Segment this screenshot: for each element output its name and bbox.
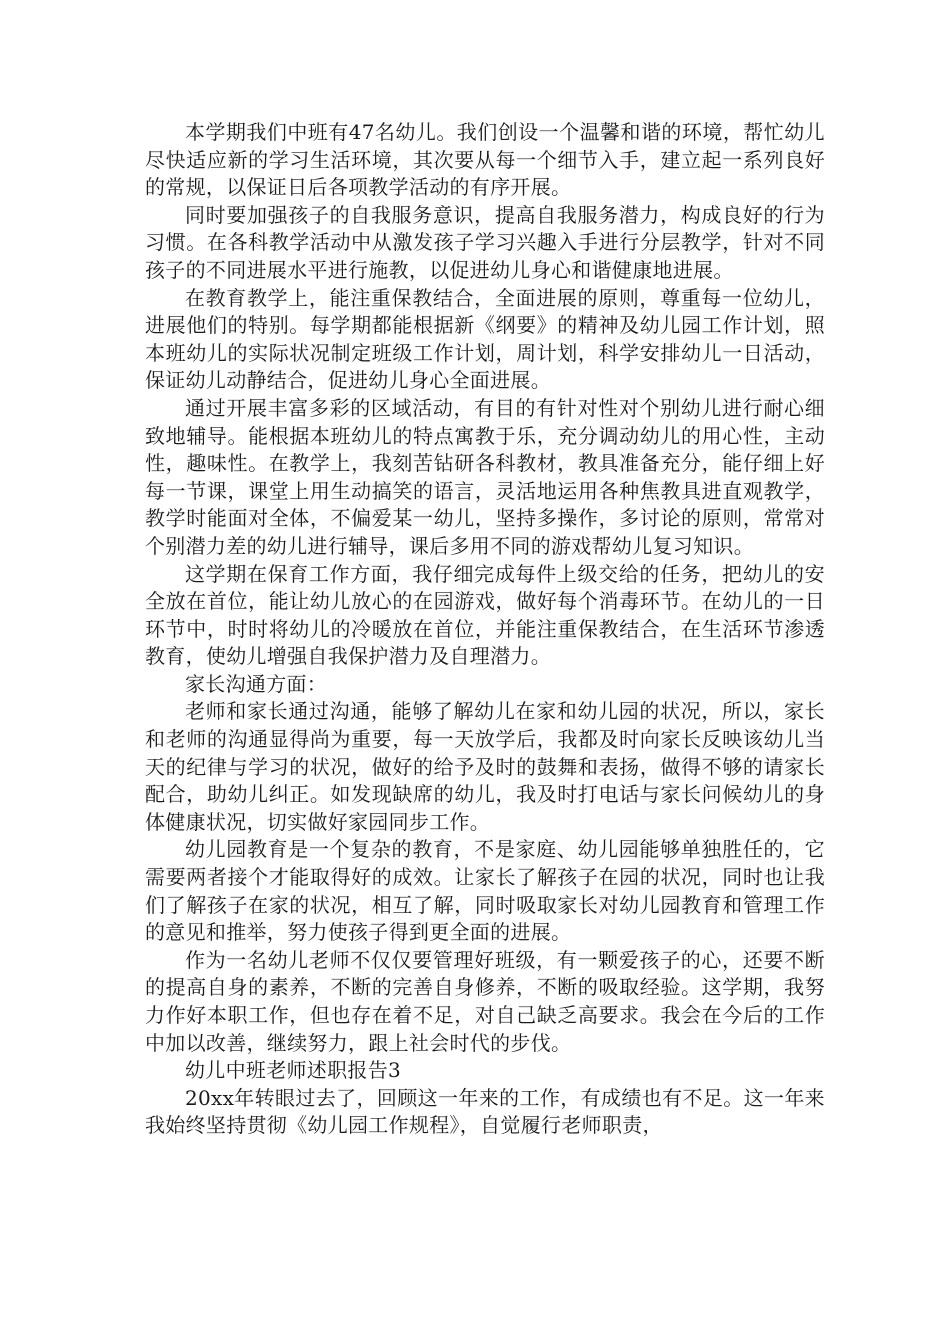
paragraph: 作为一名幼儿老师不仅仅要管理好班级，有一颗爱孩子的心，还要不断的提高自身的素养，不断的完善自身修养，不断的吸取经验。这学期，我努力作好本职工作，但也存在着不足，对自己缺乏高要求。我会在今后的工作中加以改善，继续努力，跟上社会时代的步伐。 [145, 947, 825, 1055]
document-body [145, 119, 825, 1140]
paragraph: 通过开展丰富多彩的区域活动，有目的有针对性对个别幼儿进行耐心细致地辅导。能根据本班幼儿的特点寓教于乐，充分调动幼儿的用心性，主动性，趣味性。在教学上，我刻苦钻研各科教材，教具准备充分，能仔细上好每一节课，课堂上用生动搞笑的语言，灵活地运用各种焦教具进直观教学，教学时能面对全体，不偏爱某一幼儿，坚持多操作，多讨论的原则，常常对个别潜力差的幼儿进行辅导，课后多用不同的游戏帮幼儿复习知识。 [145, 395, 825, 558]
report-title: 幼儿中班老师述职报告3 [185, 1058, 402, 1083]
paragraph: 这学期在保育工作方面，我仔细完成每件上级交给的任务，把幼儿的安全放在首位，能让幼儿放心的在园游戏，做好每个消毒环节。在幼儿的一日环节中，时时将幼儿的冷暖放在首位，并能注重保教结合，在生活环节渗透教育，使幼儿增强自我保护潜力及自理潜力。 [145, 561, 825, 669]
paragraph: 幼儿园教育是一个复杂的教育，不是家庭、幼儿园能够单独胜任的，它需要两者接个才能取得好的成效。让家长了解孩子在园的状况，同时也让我们了解孩子在家的状况，相互了解，同时吸取家长对幼儿园教育和管理工作的意见和推举，努力使孩子得到更全面的进展。 [145, 837, 825, 945]
paragraph: 本学期我们中班有47名幼儿。我们创设一个温馨和谐的环境，帮忙幼儿尽快适应新的学习生活环境，其次要从每一个细节入手，建立起一系列良好的常规，以保证日后各项教学活动的有序开展。 [145, 120, 825, 200]
paragraph: 20xx年转眼过去了，回顾这一年来的工作，有成绩也有不足。这一年来我始终坚持贯彻《幼儿园工作规程》，自觉履行老师职责， [145, 1085, 825, 1138]
paragraph: 老师和家长通过沟通，能够了解幼儿在家和幼儿园的状况，所以，家长和老师的沟通显得尚为重要，每一天放学后，我都及时向家长反映该幼儿当天的纪律与学习的状况，做好的给予及时的鼓舞和表扬，做得不够的请家长配合，助幼儿纠正。如发现缺席的幼儿，我及时打电话与家长问候幼儿的身体健康状况，切实做好家园同步工作。 [145, 699, 825, 834]
paragraph: 在教育教学上，能注重保教结合，全面进展的原则，尊重每一位幼儿，进展他们的特别。每学期都能根据新《纲要》的精神及幼儿园工作计划，照本班幼儿的实际状况制定班级工作计划，周计划，科学安排幼儿一日活动，保证幼儿动静结合，促进幼儿身心全面进展。 [145, 285, 825, 393]
section-heading: 家长沟通方面： [185, 671, 328, 696]
paragraph: 同时要加强孩子的自我服务意识，提高自我服务潜力，构成良好的行为习惯。在各科教学活动中从激发孩子学习兴趣入手进行分层教学，针对不同孩子的不同进展水平进行施教，以促进幼儿身心和谐健康地进展。 [145, 202, 825, 282]
